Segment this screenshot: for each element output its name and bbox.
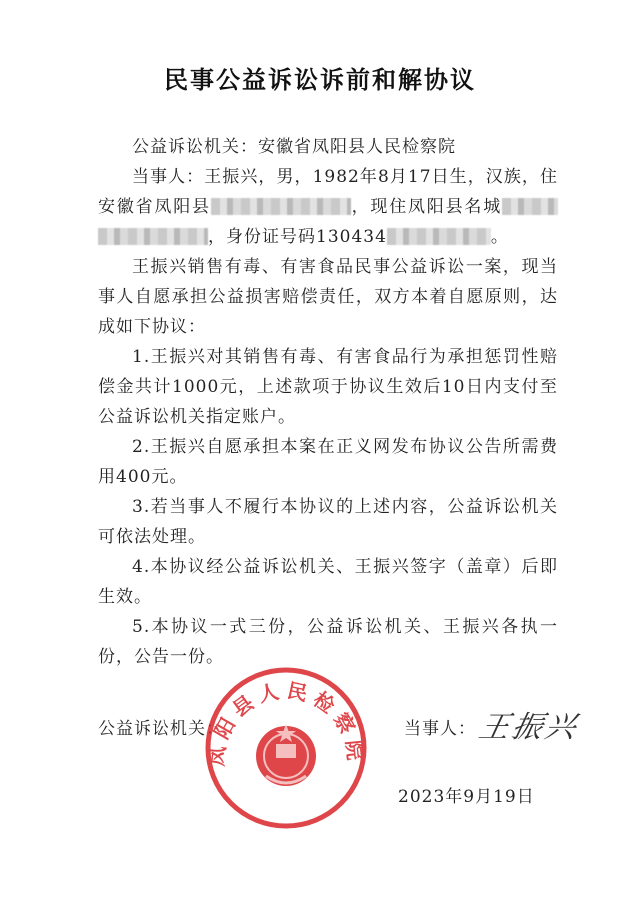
party-text-prefix: 当事人：王振兴，男，1982年8月17日生，汉族，住安徽省凤阳县 — [98, 167, 558, 217]
document-title: 民事公益诉讼诉前和解协议 — [164, 66, 476, 94]
intro-paragraph: 王振兴销售有毒、有害食品民事公益诉讼一案，现当事人自愿承担公益损害赔偿责任，双方本着自愿原则，达成如下协议： — [98, 257, 558, 337]
clause-5: 5.本协议一式三份，公益诉讼机关、王振兴各执一份，公告一份。 — [98, 617, 558, 667]
handwritten-signature: 王振兴 — [475, 710, 582, 745]
org-line: 公益诉讼机关：安徽省凤阳县人民检察院 — [132, 137, 456, 157]
party-text-mid: ，现住凤阳县名城 — [350, 197, 503, 217]
seal-text: 凤阳县人民检察院 — [204, 678, 368, 768]
org-signature-label: 公益诉讼机关： — [98, 719, 224, 739]
redacted-address-3 — [98, 228, 208, 245]
party-signature-label: 当事人： — [404, 719, 476, 739]
clause-1: 1.王振兴对其销售有毒、有害食品行为承担惩罚性赔偿金共计1000元，上述款项于协议生效后10日内支付至公益诉讼机关指定账户。 — [98, 347, 558, 427]
document-body — [98, 132, 558, 672]
party-paragraph — [98, 162, 558, 252]
redacted-address-1 — [211, 198, 351, 215]
party-text-end: 。 — [490, 227, 509, 247]
clause-3: 3.若当事人不履行本协议的上述内容，公益诉讼机关可依法处理。 — [98, 497, 558, 547]
signing-date: 2023年9月19日 — [398, 787, 535, 807]
clause-2: 2.王振兴自愿承担本案在正义网发布协议公告所需费用400元。 — [98, 437, 558, 487]
clause-4: 4.本协议经公益诉讼机关、王振兴签字（盖章）后即生效。 — [98, 557, 558, 607]
redacted-address-2 — [502, 198, 558, 215]
party-id-prefix: ，身份证号码130434 — [208, 227, 387, 247]
redacted-id-number — [387, 228, 491, 245]
official-seal — [202, 664, 370, 832]
